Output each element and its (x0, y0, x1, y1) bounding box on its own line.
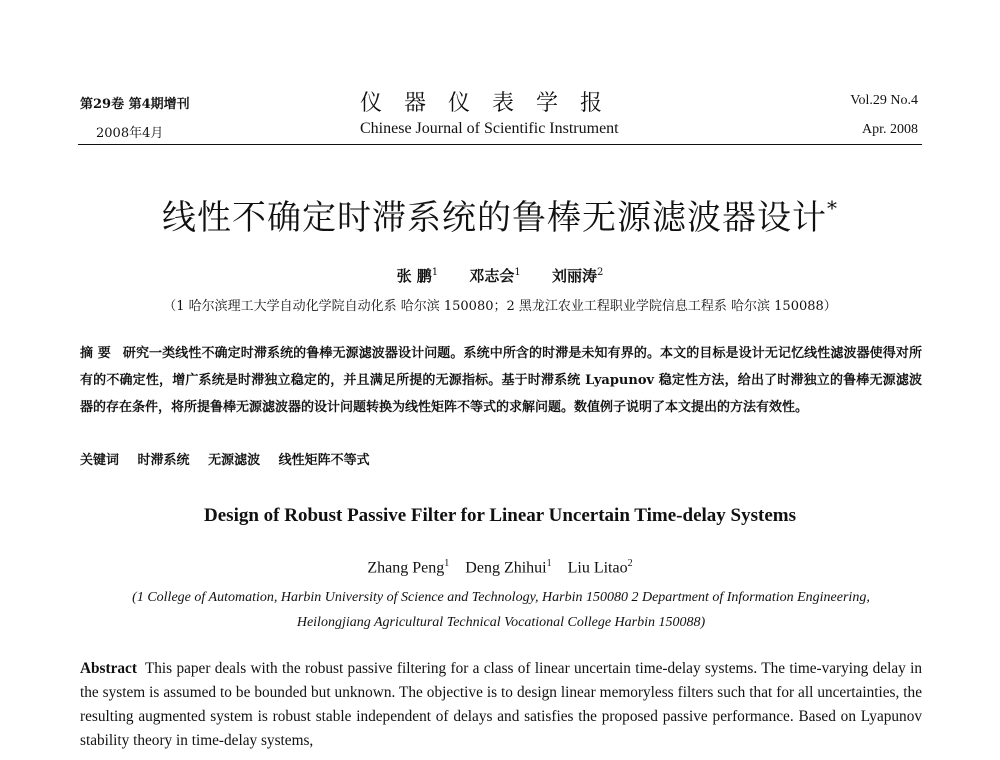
volume-issue-cn: 第29卷 第4期增刊 (80, 97, 190, 112)
paper-title-cn-text: 线性不确定时滞系统的鲁棒无源滤波器设计 (162, 198, 827, 238)
author-aff: 2 (627, 558, 633, 569)
affiliation-en (80, 585, 922, 635)
abstract-text-en: This paper deals with the robust passive filtering for a class of linear uncertain time-delay systems. The time-varying delay in the system is assumed to be bounded but unknown. The objective is to design linear memoryless filters such that for all uncertainties, the resulting augmented system is robust stable independent of delays and satisfies the proposed passive performance. Based on Lyapunov stability theory in time-delay systems, (80, 660, 922, 749)
abstract-cn (80, 340, 922, 421)
affiliation-en-line2: Heilongjiang Agricultural Technical Vocational College Harbin 150088) (296, 615, 706, 630)
abstract-text-cn: 研究一类线性不确定时滞系统的鲁棒无源滤波器设计问题。系统中所含的时滞是未知有界的。本文的目标是设计无记忆线性滤波器使得对所有的不确定性，增广系统是时滞独立稳定的，并且满足所提的无源指标。基于时滞系统 Lyapunov 稳定性方法，给出了时滞独立的鲁棒无源滤波器的存在条件，将所提鲁棒无源滤波器的设计问题转换为线性矩阵不等式的求解问题。数值例子说明了本文提出的方法有效性。 (80, 346, 922, 415)
paper-title-cn (0, 190, 1000, 239)
abstract-label-en: Abstract (80, 660, 137, 677)
author-aff: 1 (546, 558, 552, 569)
header-rule (78, 144, 922, 145)
date-en: Apr. 2008 (862, 122, 918, 137)
keyword: 无源滤波 (208, 453, 261, 468)
abstract-en (80, 657, 922, 753)
keyword: 线性矩阵不等式 (278, 453, 370, 468)
keywords-cn (80, 449, 384, 468)
volume-en: Vol.29 No.4 (850, 93, 918, 108)
author-aff: 1 (444, 558, 450, 569)
author-aff: 1 (431, 267, 439, 278)
affiliation-en-line1: (1 College of Automation, Harbin University of Science and Technology, Harbin 150080 2 Department of Information Engineering, (132, 590, 870, 605)
author-aff: 1 (514, 267, 521, 278)
keyword: 时滞系统 (137, 453, 190, 468)
authors-cn (0, 265, 1000, 286)
author-en: Liu Litao (567, 559, 628, 577)
author-en: Deng Zhihui (465, 559, 547, 577)
abstract-label-cn: 摘 要 (80, 346, 111, 361)
author-en: Zhang Peng (367, 559, 445, 577)
title-footnote-mark: * (827, 196, 838, 220)
author-cn: 邓志会 (469, 267, 515, 285)
author-aff: 2 (597, 267, 604, 278)
journal-title-cn: 仪器仪表学报 (360, 91, 625, 116)
keywords-label-cn: 关键词 (80, 453, 120, 468)
date-cn: 2008年4月 (96, 126, 164, 141)
paper-title-en: Design of Robust Passive Filter for Linear Uncertain Time-delay Systems (204, 505, 796, 526)
affiliation-cn: （1 哈尔滨理工大学自动化学院自动化系 哈尔滨 150080；2 黑龙江农业工程职业学院信息工程系 哈尔滨 150088） (163, 299, 837, 314)
authors-en (0, 558, 1000, 577)
author-cn: 张 鹏 (396, 267, 432, 285)
author-cn: 刘丽涛 (552, 267, 598, 285)
journal-title-en: Chinese Journal of Scientific Instrument (360, 120, 619, 137)
